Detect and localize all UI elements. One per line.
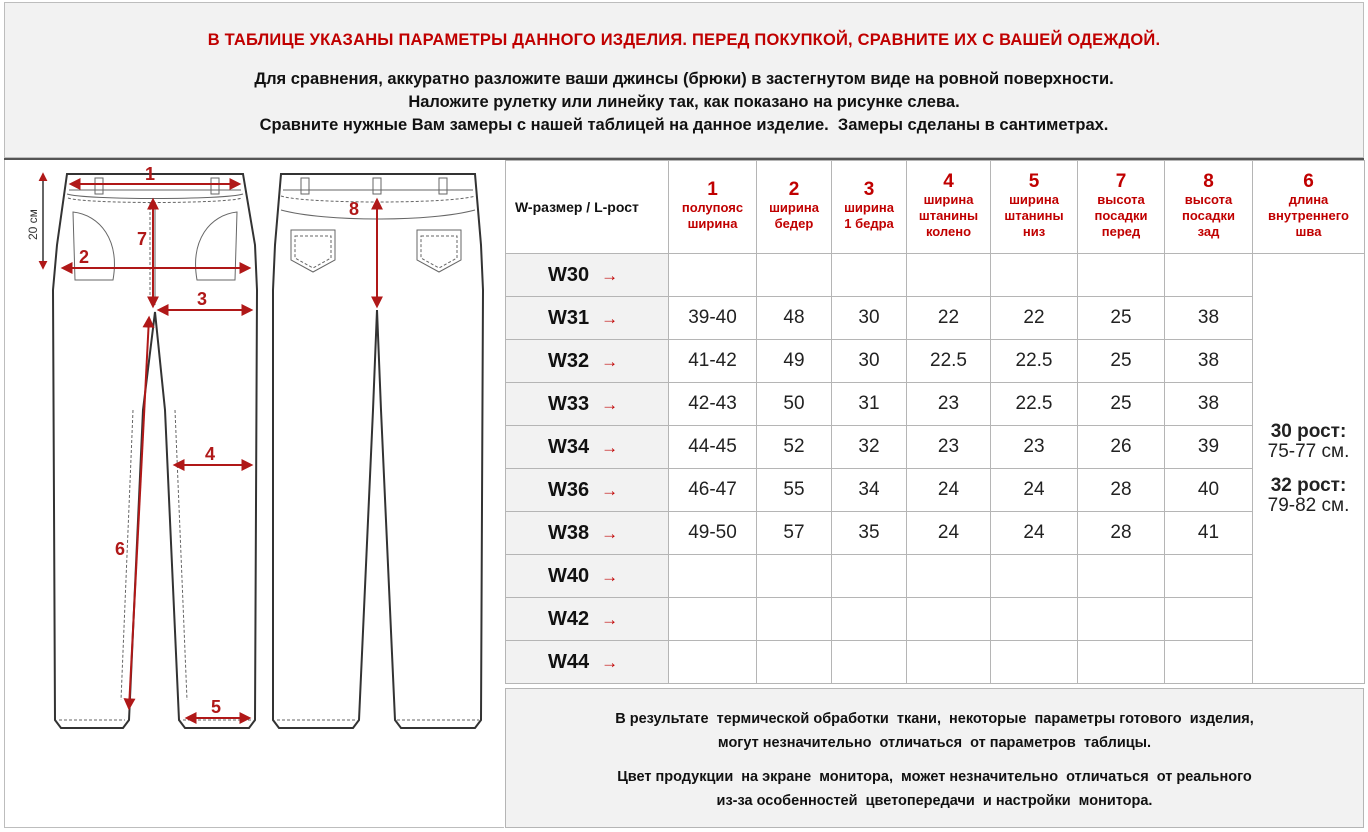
- header-col-5: 5 ширина штанины низ: [991, 161, 1078, 254]
- size-label: W44: [548, 650, 590, 673]
- table-cell: 22: [991, 297, 1078, 340]
- table-cell: [1165, 555, 1253, 598]
- table-cell: 28: [1078, 512, 1165, 555]
- table-cell: 24: [991, 469, 1078, 512]
- size-cell: [506, 383, 669, 426]
- header-col-3: 3 ширина 1 бедра: [832, 161, 907, 254]
- arrow-right-icon: →: [601, 523, 619, 543]
- inseam-label-32: 32 рост:: [1270, 474, 1347, 496]
- table-cell: 22.5: [991, 383, 1078, 426]
- header-col-1: 1 полупояс ширина: [669, 161, 757, 254]
- table-row: [506, 340, 1365, 383]
- table-cell: 35: [832, 512, 907, 555]
- header-col-4: 4 ширина штанины колено: [907, 161, 991, 254]
- table-cell: [757, 641, 832, 684]
- arrow-right-icon: →: [601, 609, 619, 629]
- footer-line-4: из-за особенностей цветопередачи и настройки монитора.: [716, 793, 1153, 809]
- jeans-measurement-diagram: [5, 160, 505, 828]
- table-cell: 48: [757, 297, 832, 340]
- table-cell: [1165, 598, 1253, 641]
- scale-label: 20 см: [26, 209, 40, 240]
- table-cell: [832, 555, 907, 598]
- table-cell: [1165, 641, 1253, 684]
- table-cell: 23: [991, 426, 1078, 469]
- size-table: [505, 160, 1365, 684]
- table-cell: 34: [832, 469, 907, 512]
- table-cell: 28: [1078, 469, 1165, 512]
- table-row: [506, 383, 1365, 426]
- table-cell: [907, 598, 991, 641]
- arrow-right-icon: →: [601, 566, 619, 586]
- table-cell: 40: [1165, 469, 1253, 512]
- size-cell: [506, 340, 669, 383]
- table-cell: [669, 555, 757, 598]
- table-cell: 30: [832, 340, 907, 383]
- header-col-8: 8 высота посадки зад: [1165, 161, 1253, 254]
- table-cell: [907, 254, 991, 297]
- table-cell: 44-45: [669, 426, 757, 469]
- measure-label-3: 3: [197, 289, 208, 309]
- size-label: W42: [548, 607, 590, 630]
- header-col-2: 2 ширина бедер: [757, 161, 832, 254]
- size-label: W32: [548, 349, 590, 372]
- header-col-6: 6 длина внутреннего шва: [1253, 161, 1365, 254]
- measure-label-5: 5: [211, 697, 222, 717]
- measure-label-1: 1: [145, 164, 156, 184]
- table-cell: 46-47: [669, 469, 757, 512]
- measure-label-6: 6: [115, 539, 126, 559]
- table-cell: 22.5: [991, 340, 1078, 383]
- size-cell: [506, 512, 669, 555]
- instruction-line-1: Для сравнения, аккуратно разложите ваши джинсы (брюки) в застегнутом виде на ровной поверхности.: [254, 70, 1114, 88]
- table-cell: 31: [832, 383, 907, 426]
- table-cell: [757, 254, 832, 297]
- table-cell: 41-42: [669, 340, 757, 383]
- table-cell: 49: [757, 340, 832, 383]
- table-cell: 25: [1078, 383, 1165, 426]
- table-cell: [991, 598, 1078, 641]
- table-cell: 25: [1078, 297, 1165, 340]
- measure-label-4: 4: [205, 444, 216, 464]
- size-label: W34: [548, 435, 590, 458]
- table-cell: 23: [907, 383, 991, 426]
- table-cell: 55: [757, 469, 832, 512]
- header-title: В ТАБЛИЦЕ УКАЗАНЫ ПАРАМЕТРЫ ДАННОГО ИЗДЕЛИЯ. ПЕРЕД ПОКУПКОЙ, СРАВНИТЕ ИХ С ВАШЕЙ ОДЕЖДОЙ.: [207, 31, 1161, 49]
- table-cell: 38: [1165, 383, 1253, 426]
- header-size-label: W-размер / L-рост: [506, 161, 669, 254]
- table-cell: 23: [907, 426, 991, 469]
- table-row: [506, 512, 1365, 555]
- instructions: [5, 68, 1363, 137]
- size-label: W31: [548, 306, 590, 329]
- inseam-label-30: 30 рост:: [1270, 420, 1347, 442]
- footer-line-3: Цвет продукции на экране монитора, может незначительно отличаться от реального: [617, 769, 1252, 785]
- table-cell: [669, 254, 757, 297]
- table-cell: 22.5: [907, 340, 991, 383]
- table-cell: [907, 555, 991, 598]
- table-cell: 39-40: [669, 297, 757, 340]
- arrow-right-icon: →: [601, 480, 619, 500]
- footer-line-1: В результате термической обработки ткани, некоторые параметры готового изделия,: [615, 711, 1254, 727]
- table-cell: 38: [1165, 297, 1253, 340]
- table-cell: [669, 598, 757, 641]
- table-header-row: [506, 161, 1365, 254]
- table-cell: 41: [1165, 512, 1253, 555]
- table-cell: [832, 598, 907, 641]
- arrow-right-icon: →: [601, 437, 619, 457]
- table-cell: [757, 598, 832, 641]
- table-cell: 24: [991, 512, 1078, 555]
- table-cell: [1165, 254, 1253, 297]
- size-cell: [506, 297, 669, 340]
- size-label: W38: [548, 521, 590, 544]
- size-cell: [506, 641, 669, 684]
- size-cell: [506, 469, 669, 512]
- table-cell: [757, 555, 832, 598]
- instruction-line-3: Сравните нужные Вам замеры с нашей таблицей на данное изделие. Замеры сделаны в сантиметрах.: [259, 116, 1109, 134]
- size-label: W36: [548, 478, 590, 501]
- table-cell: [907, 641, 991, 684]
- table-cell: 57: [757, 512, 832, 555]
- table-cell: [1078, 254, 1165, 297]
- header-col-7: 7 высота посадки перед: [1078, 161, 1165, 254]
- table-cell: [832, 254, 907, 297]
- arrow-right-icon: →: [601, 265, 619, 285]
- table-cell: [991, 555, 1078, 598]
- table-row: [506, 598, 1365, 641]
- size-cell: [506, 598, 669, 641]
- instruction-line-2: Наложите рулетку или линейку так, как показано на рисунке слева.: [408, 93, 960, 111]
- table-cell: 38: [1165, 340, 1253, 383]
- table-row: [506, 297, 1365, 340]
- table-cell: [991, 641, 1078, 684]
- table-cell: [832, 641, 907, 684]
- footer-line-2: могут незначительно отличаться от параметров таблицы.: [717, 735, 1152, 751]
- table-row: [506, 426, 1365, 469]
- table-cell: [1078, 598, 1165, 641]
- arrow-right-icon: →: [601, 308, 619, 328]
- measure-label-8: 8: [349, 199, 360, 219]
- size-rows: [506, 254, 1365, 684]
- footer-paragraph-2: [506, 765, 1363, 813]
- table-cell: [991, 254, 1078, 297]
- table-row: [506, 641, 1365, 684]
- table-cell: [1078, 555, 1165, 598]
- table-cell: [669, 641, 757, 684]
- size-cell: [506, 254, 669, 297]
- header-panel: [4, 2, 1364, 158]
- size-cell: [506, 555, 669, 598]
- footer-note: [505, 688, 1364, 828]
- size-cell: [506, 426, 669, 469]
- table-cell: [1078, 641, 1165, 684]
- table-cell: 24: [907, 512, 991, 555]
- arrow-right-icon: →: [601, 652, 619, 672]
- table-cell: 39: [1165, 426, 1253, 469]
- inseam-cell: [1253, 254, 1365, 684]
- table-cell: 32: [832, 426, 907, 469]
- table-cell: 42-43: [669, 383, 757, 426]
- table-row: [506, 555, 1365, 598]
- table-row: [506, 469, 1365, 512]
- inseam-value-32: 79-82 см.: [1267, 494, 1350, 516]
- table-cell: 26: [1078, 426, 1165, 469]
- table-cell: 24: [907, 469, 991, 512]
- table-cell: 52: [757, 426, 832, 469]
- arrow-right-icon: →: [601, 351, 619, 371]
- table-cell: 50: [757, 383, 832, 426]
- arrow-right-icon: →: [601, 394, 619, 414]
- jeans-diagram-panel: [4, 160, 504, 828]
- size-label: W30: [548, 263, 590, 286]
- inseam-value-30: 75-77 см.: [1267, 440, 1350, 462]
- table-row: [506, 254, 1365, 297]
- table-cell: 49-50: [669, 512, 757, 555]
- measure-label-7: 7: [137, 229, 148, 249]
- measure-label-2: 2: [79, 247, 90, 267]
- table-cell: 30: [832, 297, 907, 340]
- size-label: W33: [548, 392, 590, 415]
- footer-paragraph-1: [506, 707, 1363, 755]
- table-cell: 25: [1078, 340, 1165, 383]
- size-label: W40: [548, 564, 590, 587]
- table-cell: 22: [907, 297, 991, 340]
